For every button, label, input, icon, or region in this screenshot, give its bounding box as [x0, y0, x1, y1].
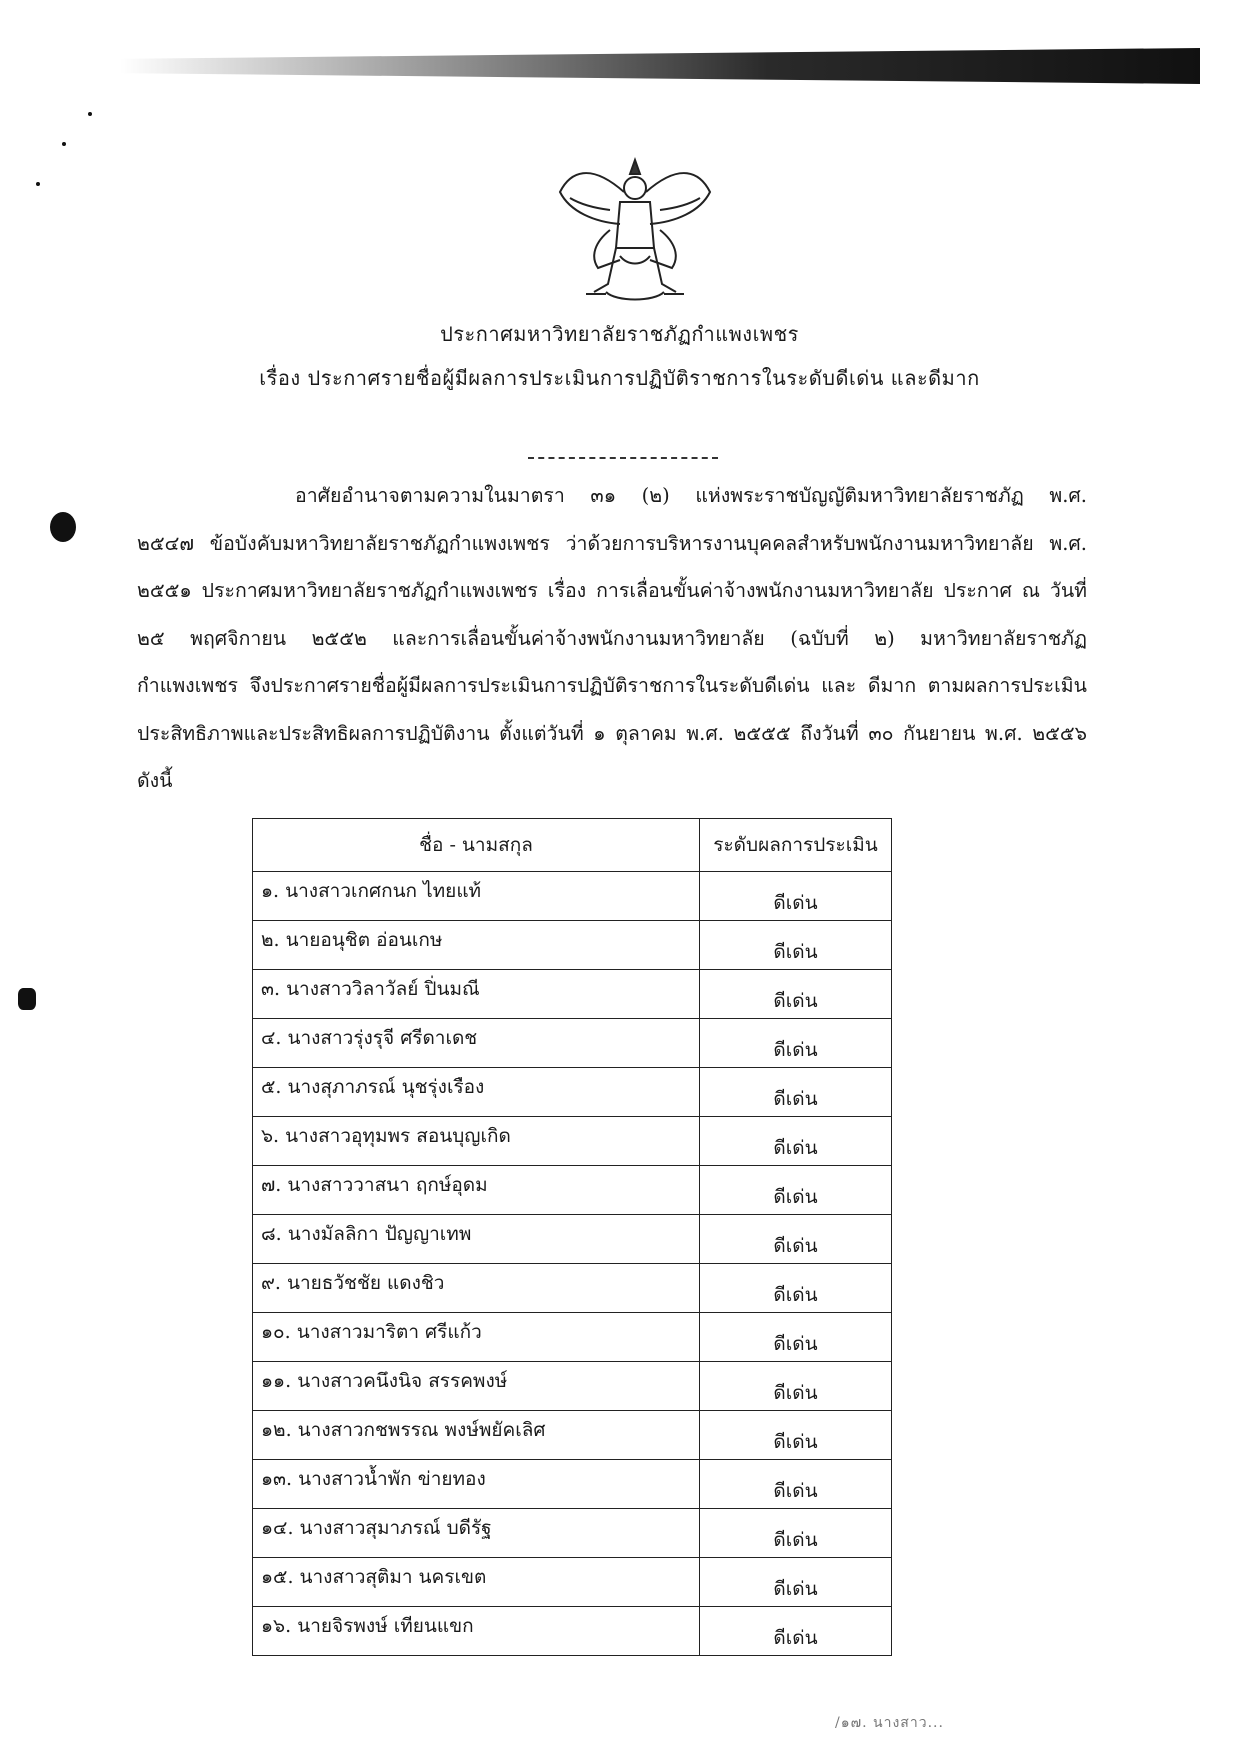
table-row — [253, 1264, 892, 1313]
title-divider — [528, 457, 718, 459]
row-level: ดีเด่น — [700, 1460, 892, 1509]
table-row — [253, 872, 892, 921]
evaluation-table — [252, 818, 892, 1656]
row-level: ดีเด่น — [700, 1019, 892, 1068]
row-name: ๕. นางสุภาภรณ์ นุชรุ่งเรือง — [253, 1068, 700, 1117]
row-name: ๓. นางสาววิลาวัลย์ ปิ่นมณี — [253, 970, 700, 1019]
header-name: ชื่อ - นามสกุล — [253, 819, 700, 872]
row-name: ๑. นางสาวเกศกนก ไทยแท้ — [253, 872, 700, 921]
row-level: ดีเด่น — [700, 1509, 892, 1558]
table-row — [253, 1215, 892, 1264]
header-level: ระดับผลการประเมิน — [700, 819, 892, 872]
row-level: ดีเด่น — [700, 1166, 892, 1215]
row-level: ดีเด่น — [700, 1362, 892, 1411]
row-level: ดีเด่น — [700, 970, 892, 1019]
row-name: ๑๓. นางสาวน้ำพัก ข่ายทอง — [253, 1460, 700, 1509]
table-row — [253, 1068, 892, 1117]
scan-speck — [36, 182, 40, 186]
table-row — [253, 1558, 892, 1607]
table-row — [253, 1411, 892, 1460]
table-row — [253, 1460, 892, 1509]
row-name: ๒. นายอนุชิต อ่อนเกษ — [253, 921, 700, 970]
row-name: ๘. นางมัลลิกา ปัญญาเทพ — [253, 1215, 700, 1264]
row-level: ดีเด่น — [700, 1215, 892, 1264]
document-heading: ประกาศมหาวิทยาลัยราชภัฏกำแพงเพชร — [440, 322, 799, 346]
continuation-note: /๑๗. นางสาว... — [835, 1715, 944, 1731]
table-row — [253, 970, 892, 1019]
row-level: ดีเด่น — [700, 1264, 892, 1313]
scan-speck — [62, 142, 66, 146]
scan-speck — [88, 112, 92, 116]
scan-smudge — [50, 512, 76, 542]
row-name: ๖. นางสาวอุทุมพร สอนบุญเกิด — [253, 1117, 700, 1166]
row-name: ๑๑. นางสาวคนึงนิจ สรรคพงษ์ — [253, 1362, 700, 1411]
announcement-body: อาศัยอำนาจตามความในมาตรา ๓๑ (๒) แห่งพระราชบัญญัติมหาวิทยาลัยราชภัฏ พ.ศ. ๒๕๔๗ ข้อบังคับมหาวิทยาลัยราชภัฏกำแพงเพชร ว่าด้วยการบริหารงานบุคคลสำหรับพนักงานมหาวิทยาลัย พ.ศ. ๒๕๕๑ ประกาศมหาวิทยาลัยราชภัฏกำแพงเพชร เรื่อง การเลื่อนขั้นค่าจ้างพนักงานมหาวิทยาลัย ประกาศ ณ วันที่ ๒๕ พฤศจิกายน ๒๕๕๒ และการเลื่อนขั้นค่าจ้างพนักงานมหาวิทยาลัย (ฉบับที่ ๒) มหาวิทยาลัยราชภัฏกำแพงเพชร จึงประกาศรายชื่อผู้มีผลการประเมินการปฏิบัติราชการในระดับดีเด่น และ ดีมาก ตามผลการประเมินประสิทธิภาพและประสิทธิผลการปฏิบัติงาน ตั้งแต่วันที่ ๑ ตุลาคม พ.ศ. ๒๕๕๕ ถึงวันที่ ๓๐ กันยายน พ.ศ. ๒๕๕๖ ดังนี้ — [137, 484, 1087, 792]
row-level: ดีเด่น — [700, 1607, 892, 1656]
row-name: ๑๒. นางสาวกชพรรณ พงษ์พยัคเลิศ — [253, 1411, 700, 1460]
table-row — [253, 921, 892, 970]
table-row — [253, 1509, 892, 1558]
row-level: ดีเด่น — [700, 872, 892, 921]
table-row — [253, 1362, 892, 1411]
garuda-emblem-icon — [550, 152, 720, 312]
row-name: ๔. นางสาวรุ่งรุจี ศรีดาเดช — [253, 1019, 700, 1068]
row-level: ดีเด่น — [700, 921, 892, 970]
row-name: ๑๖. นายจิรพงษ์ เทียนแขก — [253, 1607, 700, 1656]
row-name: ๑๐. นางสาวมาริตา ศรีแก้ว — [253, 1313, 700, 1362]
document-subject: เรื่อง ประกาศรายชื่อผู้มีผลการประเมินการปฏิบัติราชการในระดับดีเด่น และดีมาก — [259, 366, 980, 390]
scan-smudge — [18, 988, 36, 1010]
row-level: ดีเด่น — [700, 1117, 892, 1166]
table-row — [253, 1166, 892, 1215]
table-row — [253, 1313, 892, 1362]
row-level: ดีเด่น — [700, 1411, 892, 1460]
row-level: ดีเด่น — [700, 1313, 892, 1362]
table-row — [253, 1019, 892, 1068]
scan-shadow-bar — [120, 48, 1200, 84]
row-name: ๑๔. นางสาวสุมาภรณ์ บดีรัฐ — [253, 1509, 700, 1558]
table-row — [253, 1607, 892, 1656]
row-name: ๙. นายธวัชชัย แดงชิว — [253, 1264, 700, 1313]
row-level: ดีเด่น — [700, 1068, 892, 1117]
row-name: ๑๕. นางสาวสุติมา นครเขต — [253, 1558, 700, 1607]
row-level: ดีเด่น — [700, 1558, 892, 1607]
table-row — [253, 1117, 892, 1166]
row-name: ๗. นางสาววาสนา ฤกษ์อุดม — [253, 1166, 700, 1215]
table-header-row — [253, 819, 892, 872]
